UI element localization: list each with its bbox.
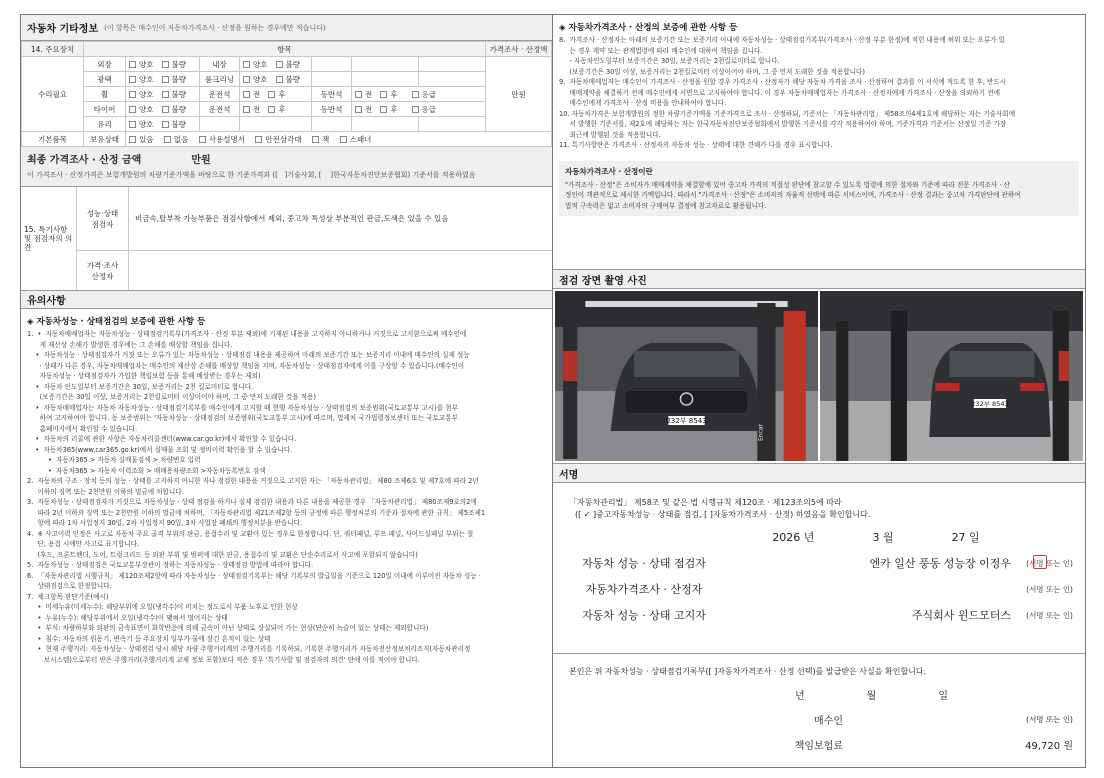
option-group [240,102,312,117]
inspector-opinion-text: 비금속,탈부착 가능부품은 점검사항에서 제외, 중고차 특성상 부분적인 판금,도색은 있을 수 있음 [135,214,449,223]
appraisal-info-line: 정인이 객관적으로 제시한 가액입니다. 따라서 "가격조사 · 산정"은 소비자의 자율적 선택에 따른 서비스이며, 가격조사 · 산정 결과는 중고차 가격판단에 관하여 [565,191,1021,199]
note-line: 6. 「자동차관리법 시행규칙」 제120조제2항에 따라 자동차성능 · 상태점검기록부는 해당 기록부의 발급일을 기준으로 120일 이내에 이루어진 자동차 성능 · [27,571,481,580]
final-price-note: 이 가격조사 · 산정가격은 보험개발원의 차량기준가액을 바탕으로 한 기준가격과 ([ ]기술사회, [ ]한국자동차진단보증협회) 기준서를 적용하였음 [27,171,476,179]
repair-needed-label: 수리필요 [22,57,84,132]
option-group [352,102,486,117]
signature-section [553,497,1085,623]
part-label: 동반석 [312,102,352,117]
appraiser-label: 자동차가격조사 · 산정자 [585,583,703,596]
appraiser-opinion-text [129,251,552,290]
note-line: 1. • 자동차매매업자는 자동차성능 · 상태점검기록부(가격조사 · 산정 부분 제외)에 기재된 내용을 고지하지 아니하거나 거짓으로 고지함으로써 매수인에 [27,330,467,338]
basic-items-label: 기본품목 [22,132,84,147]
appraisal-info-line: "가격조사 · 산정"은 소비자가 매매계약을 체결함에 있어 중고차 가격의 적절성 판단에 참고할 수 있도록 법령에 의한 절차와 기준에 따라 전문 가격조사 · 산 [565,180,1010,189]
inspection-photos [553,291,1085,461]
special-notes-label: 15. 특기사항 및 점검자의 의견 [21,187,77,290]
lift-brand-label: Encar [757,424,765,441]
note-line: 는 경우 계약 또는 관계법령에 따라 매수인에 대하여 책임을 집니다. [559,46,763,55]
part-label: 휠 [84,87,126,102]
note-line: 3. 자동차성능 · 상태점검자가 거짓으로 자동차성능 · 상태 점검을 하거나 실제 점검한 내용과 다른 내용을 제공한 경우 「자동차관리법」 제80조제9호의2에 [27,498,477,506]
buyer-row [569,712,1073,727]
sign-day: 27 일 [951,531,980,544]
note-line: • 자동차365 > 자동차 이력조회 > 매매용차량조회 >자동차등록번호 검색 [27,466,266,475]
note-line: 상태점검으로 한정합니다. [27,582,112,590]
inspector-name: 엔카 일산 풍동 성능장 이정우 [869,557,1011,570]
option-checkbox[interactable]: 후 [380,104,397,115]
appraiser-stamp: (서명 또는 인) [1026,584,1073,594]
caution-header [21,291,552,309]
buyer-stamp: (서명 또는 인) [1026,715,1073,724]
note-line: (보증기간은 30일 이상, 보증거리는 2천킬로미터 이상이어야 하며, 그 중 먼저 도래한 것을 적용합니다) [559,67,865,76]
option-group [240,72,312,87]
caution-body [21,309,552,667]
inspection-photo-rear [820,291,1083,461]
notifier-stamp: (서명 또는 인) [1026,610,1073,620]
warranty-list [559,35,1079,151]
option-group [240,87,312,102]
basic-items-options [126,132,552,147]
note-line: 단, 용접 시에만 사고로 표기합니다. [27,540,140,548]
option-group [126,102,200,117]
insurance-fee-label: 책임보험료 [794,741,843,752]
note-line: · 상태가 다른 경우, 자동차매매업자는 매수인의 재산상 손해를 배상할 책임을 지며, 자동차성능 · 상태점검자에게 이를 구상할 수 있습니다.(매수인이 [27,361,465,370]
notifier-label: 자동차 성능 · 상태 고지자 [582,609,706,622]
option-checkbox[interactable]: 양호 [129,104,154,115]
appraiser-signature-row [569,581,1073,597]
col-price: 가격조사 · 산정액 [486,42,552,57]
option-group [352,87,486,102]
option-checkbox[interactable]: 불량 [162,104,187,115]
option-checkbox[interactable]: 불량 [162,119,187,130]
option-checkbox[interactable]: 후 [380,89,397,100]
col-main-device: 14. 주요장치 [22,42,84,57]
photo-title: 점검 장면 촬영 사진 [559,275,647,287]
note-line: 항에 따라 1차 사업정지 30일, 2차 사업정지 90일, 3차 사업장 폐쇄의 행정처분을 받습니다. [27,519,303,527]
note-line: 9. 자동차매매업자는 매수인이 가격조사 · 산정을 원할 경우 가격조사 · 산정자가 해당 자동차 가격을 조사 · 산정하여 결과를 이 서식에 적도록 한 후, 반드시 [559,78,1007,86]
buyer-month: 월 [866,691,877,702]
option-checkbox[interactable]: 전 [355,104,372,115]
part-label: 광택 [84,72,126,87]
option-checkbox[interactable]: 불량 [162,74,187,85]
note-line: 서 발행한 기준서를, 제2호에 해당하는 자는 한국자동차진단보증협회에서 발행한 기준서를 각각 적용하여야 하며, 기준가격과 기준서는 산정일 기준 가장 [559,120,1007,128]
option-group [126,117,200,132]
option-group [126,57,200,72]
col-item: 항목 [84,42,486,57]
special-notes [21,187,552,291]
note-line: 하여 고지하여야 합니다. 동 보증범위는 '자동차성능 · 상태점검의 보증범위(국토교통부 고시)에 따르며, 법제처 국가법령정보센터 또는 국토교통부 [27,414,458,422]
right-column [553,15,1085,767]
note-line: • 부식: 차량하부와 외판의 금속표면이 화학반응에 의해 금속이 아닌 상태로 상실되어 가는 현상(단순히 녹슬어 있는 상태는 제외합니다) [27,624,429,632]
extra-info-title: 자동차 기타정보 [27,24,99,35]
part-label: 타이어 [84,102,126,117]
note-line: • 자동차365(www.car365.go.kr)에서 실매물 조회 및 정비이력 확인을 할 수 있습니다. [27,445,293,454]
signature-confirm: ([ ✓ ]중고자동차성능 · 상태를 점검, [ ]자동차가격조사 · 산정) 하였음을 확인합니다. [575,510,871,519]
option-checkbox[interactable]: 양호 [129,119,154,130]
option-checkbox[interactable]: 양호 [243,59,268,70]
note-line: - 자동차인도일부터 보증기간은 30일, 보증거리는 2천킬로미터로 합니다. [559,57,780,65]
license-plate-front: 232부 8543 [666,416,707,425]
option-group [126,72,200,87]
note-line: 최근에 발행된 것을 적용합니다. [559,130,661,139]
note-line: (후드, 프론트펜더, 도어, 트렁크리드 등 외판 부위 및 범퍼에 대한 판금, 용접수리 및 교환은 단순수리로서 사고에 포함되지 않습니다) [27,550,418,559]
part-label: 동반석 [312,87,352,102]
insurance-fee-amount: 49,720 원 [1025,741,1073,752]
option-checkbox[interactable]: 응급 [412,104,437,115]
sign-year: 2026 년 [772,531,815,544]
inspector-signature-row [569,555,1073,571]
option-checkbox[interactable]: 전 [243,104,260,115]
final-price-title: 최종 가격조사 · 산정 금액 [27,155,142,166]
warranty-title: ◈ 자동차가격조사 · 산정의 보증에 관한 사항 등 [559,23,738,33]
signature-date [679,529,1073,545]
final-price-section [21,147,552,187]
insurance-fee-row [569,737,1073,752]
signature-title: 서명 [559,469,579,481]
inspector-stamp: (서명 또는 인) [1017,558,1073,569]
note-line: 5. 자동차성능 · 상태점검은 국토교통부장관이 정하는 자동차성능 · 상태점검 방법에 따라야 합니다. [27,561,314,569]
note-line: 매수인에게 가격조사 · 산정 비용을 안내하여야 합니다. [559,99,727,107]
appraisal-info-text [565,180,1073,212]
option-checkbox[interactable]: 불량 [276,59,301,70]
note-line: 2. 자동차의 구조 · 장치 등의 성능 · 상태를 고지하지 아니한 자나 점검한 내용을 거짓으로 고지한 자는 「자동차관리법」 제80 조제6호 및 제7호에 따라 2년 [27,477,479,485]
option-checkbox[interactable]: 불량 [276,74,301,85]
option-checkbox[interactable]: 양호 [129,89,154,100]
note-line: 11. 특기사항란은 가격조사 · 산정자의 자동차 성능 · 상태에 대한 견해가 다를 경우 표시합니다. [559,141,833,149]
option-checkbox[interactable]: 응급 [412,89,437,100]
appraisal-info-line: 법적 구속력은 없고 소비자의 구매여부 결정에 참고자료로 활용됩니다. [565,201,767,210]
buyer-label: 매수인 [814,716,843,727]
option-group [240,57,312,72]
part-label: 운전석 [200,87,240,102]
inspection-photo-front [555,291,818,461]
option-checkbox[interactable]: 양호 [243,74,268,85]
final-price-unit: 만원 [191,155,211,166]
part-label: 외장 [84,57,126,72]
note-line: • 자동차365 > 자동차 실매물검색 > 차량번호 입력 [27,456,201,464]
option-checkbox[interactable]: 없음 [164,134,189,145]
option-checkbox[interactable]: 잭 [312,134,329,145]
sign-month: 3 월 [872,531,894,544]
extra-info-table [21,41,552,147]
document-page [20,14,1086,768]
note-line: 8. 가격조사 · 산정자는 아래의 보증기간 또는 보증거리 이내에 자동차성능 · 상태점검기록부(가격조사 · 산정 부분 한정)에 적힌 내용에 허위 또는 오류가 있 [559,36,1006,44]
part-label: 운전석 [200,102,240,117]
note-line: • 자동차성능 · 상태점검자가 거짓 또는 오류가 있는 자동차성능 · 상태점검 내용을 제공하여 아래의 보증기간 또는 보증거리 이내에 매수인의 실제 성능 [27,351,470,359]
caution-title: 유의사항 [27,296,66,307]
note-line: • 현재 주행거리: 자동차성능 · 상태점검 당시 해당 차량 주행거리계의 주행거리를 기록하되, 기록한 주행거리가 자동차전산정보처리조직(자동차관리정 [27,645,471,653]
part-label: 유리 [84,117,126,132]
buyer-day: 일 [938,691,949,702]
caution-list [27,329,546,665]
note-line: 매매계약을 체결하기 전에 매수인에게 서면으로 고지하여야 합니다. 이 경우 자동차매매업자는 가격조사 · 산정자에게 가격조사 · 산정을 의뢰하기 전에 [559,88,1000,97]
part-label: 보유상태 [84,132,126,147]
buyer-section [553,653,1085,752]
caution-subtitle: ◈ 자동차성능 · 상태점검의 보증에 관한 사항 등 [27,317,206,327]
signature-header [553,463,1085,483]
photo-header [553,269,1085,289]
note-line: 따라 2년 이하의 징역 또는 2천만원 이하의 벌금에 처하며, 「자동차관리법 제21조제2항 등의 규정에 따른 행정처분의 기준과 절차에 관한 규칙」 제5조제1 [27,508,486,517]
appraiser-opinion-label: 가격·조사 산정자 [77,251,129,290]
note-line: • 자동차 인도일부터 보증기간은 30일, 보증거리는 2천 킬로미터로 합니다. [27,382,254,391]
extra-info-subtitle: (이 항목은 매수인이 자동차가격조사 · 산정을 원하는 경우에만 적습니다) [104,23,326,32]
price-unit: 만원 [486,57,552,132]
extra-info-header [21,15,552,41]
buyer-date [795,687,1073,702]
option-checkbox[interactable]: 후 [268,89,285,100]
option-checkbox[interactable]: 불량 [162,89,187,100]
note-line: 홈페이지에서 확인할 수 있습니다. [27,424,138,433]
option-checkbox[interactable]: 후 [268,104,285,115]
part-label: 룸크리닝 [200,72,240,87]
notifier-name: 주식회사 윈드모터스 [911,609,1011,622]
note-line: • 미세누유(미세누수): 해당부위에 오일(냉각수)이 비치는 정도로서 부품 노후로 인한 현상 [27,603,298,611]
option-checkbox[interactable]: 스패너 [340,134,372,145]
option-checkbox[interactable]: 있음 [129,134,154,145]
note-line: (보증기간은 30일 이상, 보증거리는 2천킬로미터 이상이어야 하며, 그 중 먼저 도래한 것을 적용) [27,393,316,401]
option-checkbox[interactable]: 불량 [162,59,187,70]
option-checkbox[interactable]: 전 [355,89,372,100]
warranty-section [553,15,1085,216]
option-checkbox[interactable]: 안전삼각대 [255,134,301,145]
note-line: • 누유(누수): 해당부위에서 오일(냉각수)이 맺혀서 떨어지는 상태 [27,613,228,622]
note-line: • 자동차매매업자는 자동차 자동차성능 · 상태점검기록부를 매수인에게 고지할 때 현행 자동차성능 · 상태점검의 보증범위(국토교통부 고시)를 첨부 [27,403,458,412]
license-plate-rear: 232부 8543 [971,400,1009,408]
seal-stamp-icon [1033,555,1047,569]
note-line: • 자동차의 리콜에 관한 사항은 자동차리콜센터(www.car.go.kr)에서 확인할 수 있습니다. [27,435,297,443]
note-line: 보시스템)으로부터 받은 주행거리(주행거리계 교체 정보 포함)보다 적은 경우 '특기사항 및 점검자의 의견' 란에 이를 적어야 합니다. [27,655,420,664]
appraisal-info-box [559,161,1079,217]
inspector-label: 자동차 성능 · 상태 점검자 [582,557,706,570]
note-line: 이하의 징역 또는 2천만원 이하의 벌금에 처합니다. [27,487,184,496]
part-label: 내장 [200,57,240,72]
note-line: 게 재산상 손해가 발생한 경우에는 그 손해를 배상할 책임을 집니다. [27,340,233,349]
option-group [126,87,200,102]
appraisal-info-title: 자동차가격조사 · 산정이란 [565,166,653,176]
note-line: 10. 자동차가격은 보험개발원의 정한 차량기준가액을 기준가격으로 조사 · 산정하되, 기준서는 「자동차관리법」 제58조의4제1호에 해당하는 자는 기술사회에 [559,109,1016,118]
signature-law: 「자동차관리법」 제58조 및 같은 법 시행규칙 제120조 · 제123조의5에 따라 [569,498,842,507]
notifier-signature-row [569,607,1073,623]
buyer-confirm: 본인은 위 자동차성능 · 상태점검기록부([ ]자동차가격조사 · 산정 선택)를 발급받은 사실을 확인합니다. [569,667,927,676]
note-line: 7. 체크항목 판단기준(예시) [27,592,109,601]
left-column [21,15,553,767]
option-checkbox[interactable]: 양호 [129,74,154,85]
buyer-year: 년 [795,691,805,702]
option-checkbox[interactable]: 전 [243,89,260,100]
inspector-opinion-label: 성능·상태 점검자 [77,187,129,250]
note-line: 자동차성능 · 상태점검자가 가입한 책임보험 등을 통해 배상받는 경우는 제외) [27,372,261,380]
note-line: • 침수: 자동차의 원동기, 변속기 등 주요장치 일부가 물에 잠긴 흔적이 있는 상태 [27,634,271,643]
option-checkbox[interactable]: 양호 [129,59,154,70]
note-line: 4. ※ 사고이력 인정은 사고로 자동차 주요 골격 부위의 판금, 용접수리 및 교환이 있는 경우로 한정합니다. 단, 쿼터패널, 루프 패널, 사이드실패널 부위는 절 [27,529,474,538]
option-checkbox[interactable]: 사용설명서 [199,134,245,145]
